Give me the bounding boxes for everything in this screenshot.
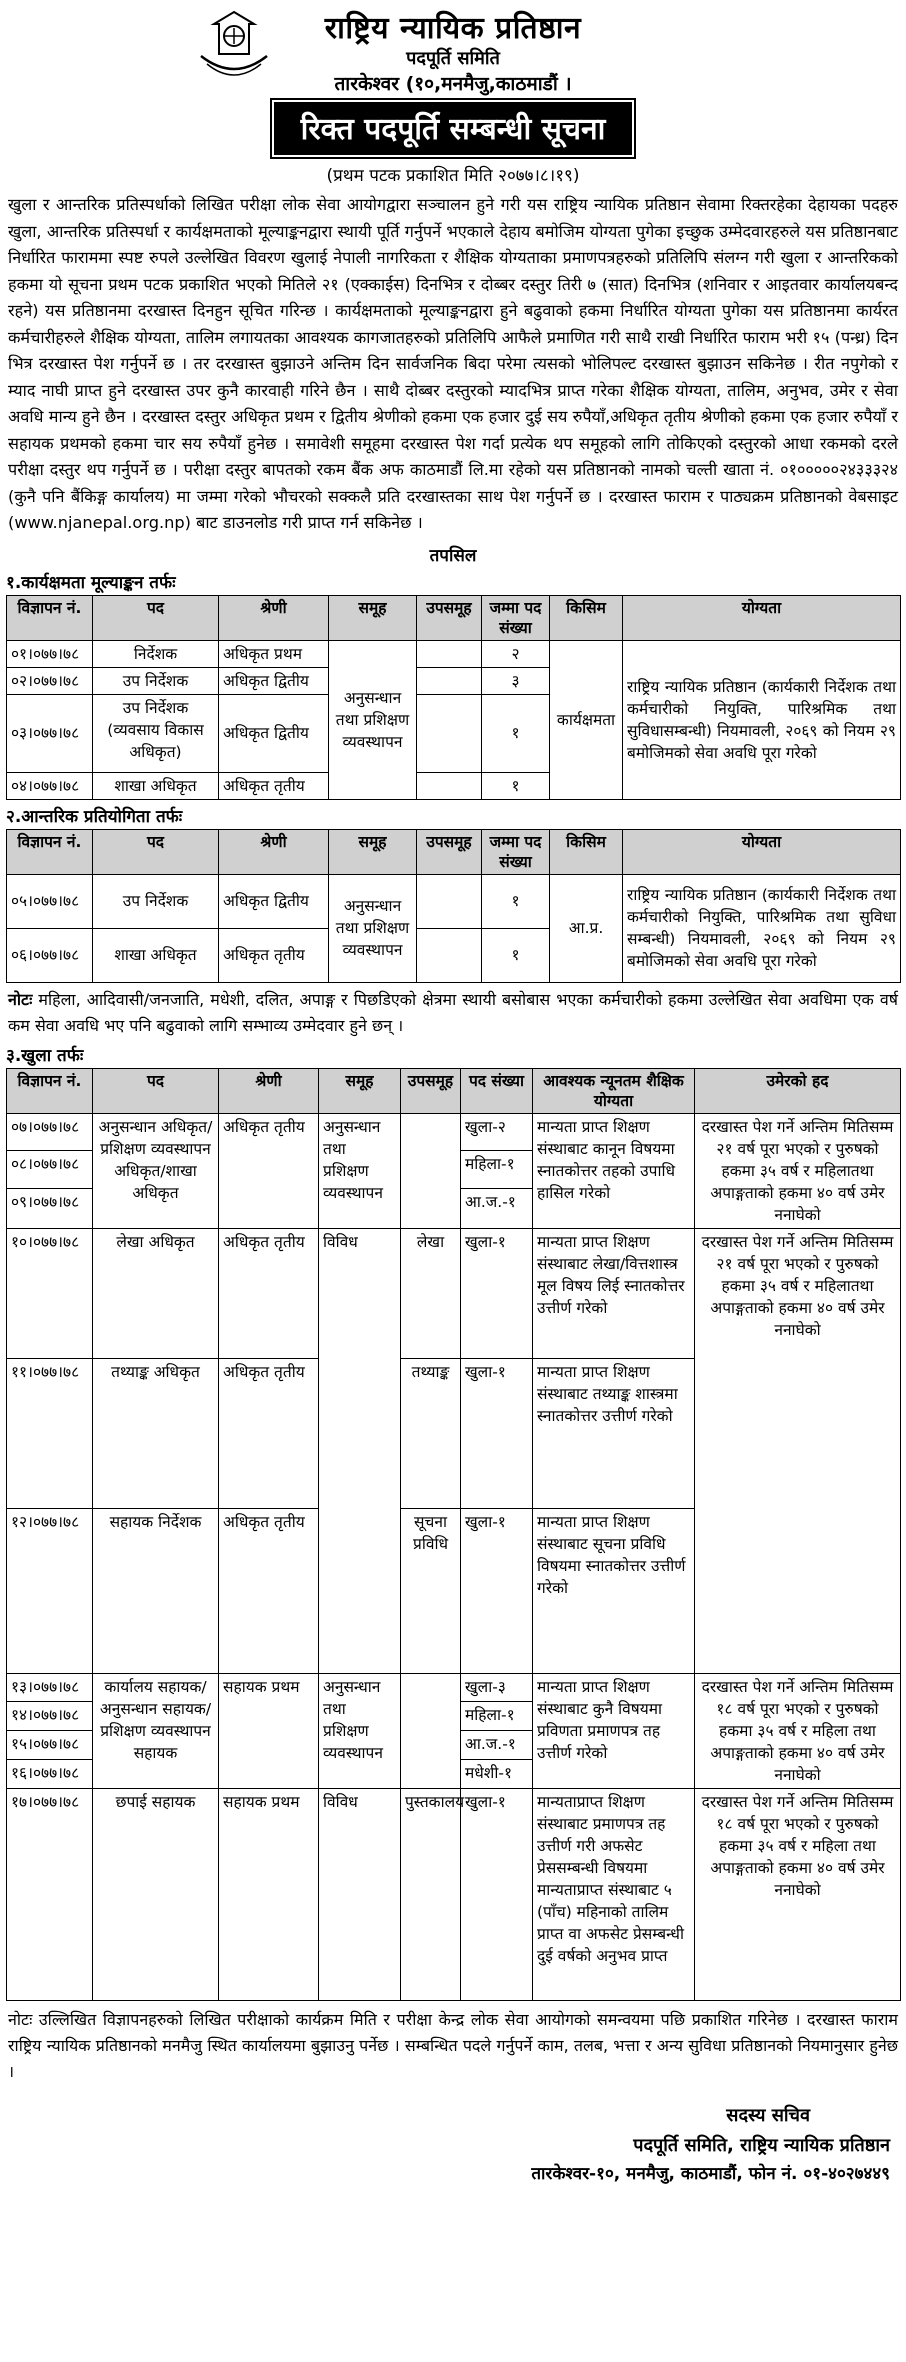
adv-number: ०३।०७७।७८ [7, 694, 93, 772]
note-text: महिला, आदिवासी/जनजाति, मधेशी, दलित, अपाङ्ग र पिछडिएको क्षेत्रमा स्थायी बसोबास भएका कर्मचारीको हकमा उल्लेखित सेवा अवधिमा एक वर्ष कम सेवा अवधि भए पनि बढुवाको लागि सम्भाव्य उम्मेदवार हुने छन् । [8, 989, 898, 1035]
post-count: १ [482, 694, 550, 772]
adv-number: ११।०७७।७८ [7, 1358, 93, 1508]
qualification-text: मान्यता प्राप्त शिक्षण संस्थाबाट कुनै विषयमा प्रविणता प्रमाणपत्र तह उत्तीर्ण गरेको [533, 1673, 695, 1788]
post-count: खुला-२ [461, 1113, 533, 1151]
footer-note: नोटः उल्लिखित विज्ञापनहरुको लिखित परीक्षाको कार्यक्रम मिति र परीक्षा केन्द्र लोक सेवा आयोगको समन्वयमा पछि प्रकाशित गरिनेछ । दरखास्त फाराम राष्ट्रिय न्यायिक प्रतिष्ठानको मनमैजु स्थित कार्यालयमा बुझाउनु पर्नेछ । सम्बन्धित पदले गर्नुपर्ने काम, तलब, भत्ता र अन्य सुविधा प्रतिष्ठानको नियमानुसार हुनेछ । [8, 2009, 898, 2081]
post-name: उप निर्देशक [93, 874, 219, 928]
subgroup-name [417, 928, 482, 982]
class-name: अधिकृत प्रथम [219, 640, 329, 667]
group-name: विविध [319, 1788, 401, 2000]
post-name: शाखा अधिकृत [93, 928, 219, 982]
group-name: अनुसन्धान तथा प्रशिक्षण व्यवस्थापन [329, 640, 417, 799]
adv-number: १६।०७७।७८ [7, 1759, 93, 1788]
intro-paragraph: खुला र आन्तरिक प्रतिस्पर्धाको लिखित परीक्षा लोक सेवा आयोगद्वारा सञ्चालन हुने गरी यस राष्ट्रिय न्यायिक प्रतिष्ठान सेवामा रिक्तरहेका देहायका पदहरु खुला, आन्तरिक प्रतिस्पर्धा र कार्यक्षमताको मूल्याङ्कनद्वारा स्थायी पूर्ति गर्नुपर्ने भएकाले देहाय बमोजिम योग्यता पुगेका इच्छुक उम्मेदवारहरुले यस प्रतिष्ठानबाट निर्धारित फाराममा स्पष्ट रुपले उल्लेखित विवरण खुलाई नेपाली नागरिकता र शैक्षिक योग्यताका प्रमाणपत्रहरुको प्रतिलिपि संलग्न गरी खुला र आन्तरिकको हकमा यो सूचना प्रथम पटक प्रकाशित भएको मितिले २१ (एक्काईस) दिनभित्र र दोब्बर दस्तुर तिरी ७ (सात) दिनभित्र (शनिवार र आइतवार कार्यालयबन्द रहने) यस प्रतिष्ठानमा दरखास्त दिनहुन सूचित गरिन्छ । कार्यक्षमताको मूल्याङ्कनद्वारा हुने बढुवाको हकमा निर्धारित योग्यता पुगेका यस प्रतिष्ठानमा कार्यरत कर्मचारीहरुले शैक्षिक योग्यता, तालिम लगायतका आवश्यक कागजातहरुको प्रतिलिपि आफैले प्रमाणित गरी साथै राखी निर्धारित फाराम भरी १५ (पन्ध्र) दिन भित्र दरखास्त पेश गर्नुपर्ने छ । तर दरखास्त बुझाउने अन्तिम दिन सार्वजनिक बिदा परेमा त्यसको भोलिपल्ट दरखास्त बुझाउन सकिनेछ । रीत नपुगेको र म्याद नाघी प्राप्त हुने दरखास्त उपर कुनै कारवाही गरिने छैन । साथै दोब्बर दस्तुरको म्यादभित्र प्राप्त गरेका शैक्षिक योग्यता, तालिम, अनुभव, उमेर र सेवा अवधि मान्य हुने छैन । दरखास्त दस्तुर अधिकृत प्रथम र द्वितीय श्रेणीको हकमा एक हजार दुई सय रुपैयाँ,अधिकृत तृतीय श्रेणीको हकमा एक हजार रुपैयाँ र सहायक प्रथमको हकमा चार सय रुपैयाँ हुनेछ । समावेशी समूहमा दरखास्त पेश गर्दा प्रत्येक थप समूहको लागि तोकिएको दस्तुरको आधा रकमको दरले परीक्षा दस्तुर थप गर्नुपर्ने छ । परीक्षा दस्तुर बापतको रकम बैंक अफ काठमाडौं लि.मा रहेको यस प्रतिष्ठानको नामको चल्ती खाता नं. ०१०००००२४३३३२४ (कुनै पनि बैंकिङ्ग कार्यालय) मा जम्मा गरेको भौचरको सक्कलै प्रति दरखास्तका साथ पेश गर्नुपर्ने छ । दरखास्त फाराम र पाठ्यक्रम प्रतिष्ठानको वेबसाइट (www.njanepal.org.np) बाट डाउनलोड गरी प्राप्त गर्न सकिनेछ । [8, 195, 898, 532]
qualification-text: मान्यता प्राप्त शिक्षण संस्थाबाट लेखा/वित्तशास्त्र मूल विषय लिई स्नातकोत्तर उत्तीर्ण गरेको [533, 1228, 695, 1358]
table-row [7, 1788, 901, 2000]
subgroup-name [417, 667, 482, 694]
class-name: अधिकृत तृतीय [219, 1113, 319, 1228]
adv-number: ०१।०७७।७८ [7, 640, 93, 667]
adv-number: ०९।०७७।७८ [7, 1188, 93, 1228]
section2-note [8, 987, 898, 1039]
post-count: खुला-३ [461, 1673, 533, 1702]
adv-number: १४।०७७।७८ [7, 1702, 93, 1731]
qualification-text: राष्ट्रिय न्यायिक प्रतिष्ठान (कार्यकारी निर्देशक तथा कर्मचारीको नियुक्ति, पारिश्रमिक तथा सुविधा सम्बन्धी) नियमावली, २०६९ को नियम २९ बमोजिमको सेवा अवधि पूरा गरेको [623, 874, 901, 982]
adv-number: ०४।०७७।७८ [7, 772, 93, 799]
adv-number: १३।०७७।७८ [7, 1673, 93, 1702]
recruit-type: आ.प्र. [550, 874, 623, 982]
table-header-row [7, 595, 901, 640]
col-subgroup: उपसमूह [401, 1068, 461, 1113]
qualification-text: मान्यता प्राप्त शिक्षण संस्थाबाट सूचना प्रविधि विषयमा स्नातकोत्तर उत्तीर्ण गरेको [533, 1508, 695, 1673]
post-name: शाखा अधिकृत [93, 772, 219, 799]
col-subgroup: उपसमूह [417, 595, 482, 640]
class-name: सहायक प्रथम [219, 1673, 319, 1788]
col-adv: विज्ञापन नं. [7, 595, 93, 640]
age-limit-text: दरखास्त पेश गर्ने अन्तिम मितिसम्म १८ वर्ष पूरा भएको र पुरुषको हकमा ३५ वर्ष र महिला तथा अपाङ्गताको हकमा ४० वर्ष उमेर ननाघेको [695, 1788, 901, 2000]
col-adv: विज्ञापन नं. [7, 1068, 93, 1113]
details-heading: तपसिल [429, 545, 477, 566]
qualification-text: मान्यता प्राप्त शिक्षण संस्थाबाट तथ्याङ्क शास्त्रमा स्नातकोत्तर उत्तीर्ण गरेको [533, 1358, 695, 1508]
post-count: खुला-१ [461, 1508, 533, 1673]
org-name: राष्ट्रिय न्यायिक प्रतिष्ठान [324, 11, 582, 46]
col-class: श्रेणी [219, 829, 329, 874]
subgroup-name: लेखा [401, 1228, 461, 1358]
post-count: १ [482, 928, 550, 982]
section1-heading: १.कार्यक्षमता मूल्याङ्कन तर्फः [6, 572, 176, 593]
subgroup-name [417, 694, 482, 772]
contact-info: तारकेश्वर-१०, मनमैजु, काठमाडौं, फोन नं. ०१-४०२७४४९ [531, 2163, 890, 2184]
adv-number: ०८।०७७।७८ [7, 1151, 93, 1189]
table-row [7, 1228, 901, 1358]
class-name: अधिकृत तृतीय [219, 1228, 319, 1358]
col-age-limit: उमेरको हद [695, 1068, 901, 1113]
post-count: आ.ज.-१ [461, 1188, 533, 1228]
post-count: १ [482, 772, 550, 799]
adv-number: १२।०७७।७८ [7, 1508, 93, 1673]
header [6, 0, 900, 100]
col-post: पद [93, 595, 219, 640]
notice-title: रिक्त पदपूर्ति सम्बन्धी सूचना [274, 102, 633, 155]
group-name: विविध [319, 1228, 401, 1673]
signatory-body: पदपूर्ति समिति, राष्ट्रिय न्यायिक प्रतिष्ठान [633, 2134, 890, 2156]
post-count: खुला-१ [461, 1358, 533, 1508]
age-limit-text: दरखास्त पेश गर्ने अन्तिम मितिसम्म २१ वर्ष पूरा भएको र पुरुषको हकमा ३५ वर्ष र महिलातथा अपाङ्गताको हकमा ४० वर्ष उमेर ननाघेको [695, 1113, 901, 1228]
signatory-title: सदस्य सचिव [726, 2104, 810, 2126]
adv-number: १५।०७७।७८ [7, 1731, 93, 1760]
subgroup-name [417, 772, 482, 799]
post-name: उप निर्देशक [93, 667, 219, 694]
qualification-text: मान्यता प्राप्त शिक्षण संस्थाबाट कानून विषयमा स्नातकोत्तर तहको उपाधि हासिल गरेको [533, 1113, 695, 1228]
subgroup-name: सूचना प्रविधि [401, 1508, 461, 1673]
class-name: अधिकृत तृतीय [219, 1508, 319, 1673]
section3-heading: ३.खुला तर्फः [6, 1045, 84, 1066]
col-count: जम्मा पद संख्या [482, 829, 550, 874]
post-name: लेखा अधिकृत [93, 1228, 219, 1358]
recruit-type: कार्यक्षमता [550, 640, 623, 799]
col-qualification: योग्यता [623, 595, 901, 640]
adv-number: ०७।०७७।७८ [7, 1113, 93, 1151]
group-name: अनुसन्धान तथा प्रशिक्षण व्यवस्थापन [329, 874, 417, 982]
qualification-text: राष्ट्रिय न्यायिक प्रतिष्ठान (कार्यकारी निर्देशक तथा कर्मचारीको नियुक्ति, पारिश्रमिक तथा सुविधासम्बन्धी) नियमावली, २०६९ को नियम २९ बमोजिमको सेवा अवधि पूरा गरेको [623, 640, 901, 799]
col-adv: विज्ञापन नं. [7, 829, 93, 874]
first-published-date: (प्रथम पटक प्रकाशित मिति २०७७।८।१९) [326, 166, 580, 186]
post-count: महिला-१ [461, 1702, 533, 1731]
class-name: अधिकृत द्वितीय [219, 694, 329, 772]
class-name: अधिकृत द्वितीय [219, 667, 329, 694]
col-count: पद संख्या [461, 1068, 533, 1113]
col-type: किसिम [550, 595, 623, 640]
col-subgroup: उपसमूह [417, 829, 482, 874]
subgroup-name [417, 874, 482, 928]
post-count: मधेशी-१ [461, 1759, 533, 1788]
age-limit-text: दरखास्त पेश गर्ने अन्तिम मितिसम्म १८ वर्ष पूरा भएको र पुरुषको हकमा ३५ वर्ष र महिला तथा अपाङ्गताको हकमा ४० वर्ष उमेर ननाघेको [695, 1673, 901, 1788]
post-name: उप निर्देशक (व्यवसाय विकास अधिकृत) [93, 694, 219, 772]
col-class: श्रेणी [219, 1068, 319, 1113]
post-name: छपाई सहायक [93, 1788, 219, 2000]
table-row [7, 874, 901, 928]
signature-block [6, 2103, 900, 2184]
post-name: निर्देशक [93, 640, 219, 667]
org-address: तारकेश्वर (१०,मनमैजु,काठमाडौं । [334, 73, 572, 95]
qualification-text: मान्यताप्राप्त शिक्षण संस्थाबाट प्रमाणपत्र तह उत्तीर्ण गरी अफसेट प्रेससम्बन्धी विषयमा मान्यताप्राप्त संस्थाबाट ५ (पाँच) महिनाको तालिम प्राप्त वा अफसेट प्रेसम्बन्धी दुई वर्षको अनुभव प्राप्त [533, 1788, 695, 2000]
subgroup-name [401, 1113, 461, 1228]
table-row [7, 1113, 901, 1151]
group-name: अनुसन्धान तथा प्रशिक्षण व्यवस्थापन [319, 1113, 401, 1228]
col-qualification: आवश्यक न्यूनतम शैक्षिक योग्यता [533, 1068, 695, 1113]
subgroup-name [401, 1673, 461, 1788]
col-type: किसिम [550, 829, 623, 874]
class-name: अधिकृत द्वितीय [219, 874, 329, 928]
adv-number: ०६।०७७।७८ [7, 928, 93, 982]
post-count: महिला-१ [461, 1151, 533, 1189]
col-group: समूह [329, 595, 417, 640]
post-name: तथ्याङ्क अधिकृत [93, 1358, 219, 1508]
adv-number: ०५।०७७।७८ [7, 874, 93, 928]
table-row [7, 640, 901, 667]
section2-heading: २.आन्तरिक प्रतियोगिता तर्फः [6, 806, 183, 827]
adv-number: ०२।०७७।७८ [7, 667, 93, 694]
subgroup-name: तथ्याङ्क [401, 1358, 461, 1508]
section2-table [6, 829, 901, 983]
post-name: अनुसन्धान अधिकृत/प्रशिक्षण व्यवस्थापन अधिकृत/शाखा अधिकृत [93, 1113, 219, 1228]
table-header-row [7, 829, 901, 874]
subgroup-name: पुस्तकालय [401, 1788, 461, 2000]
post-name: कार्यालय सहायक/अनुसन्धान सहायक/प्रशिक्षण व्यवस्थापन सहायक [93, 1673, 219, 1788]
col-class: श्रेणी [219, 595, 329, 640]
col-count: जम्मा पद संख्या [482, 595, 550, 640]
col-post: पद [93, 829, 219, 874]
post-count: २ [482, 640, 550, 667]
age-limit-text: दरखास्त पेश गर्ने अन्तिम मितिसम्म २१ वर्ष पूरा भएको र पुरुषको हकमा ३५ वर्ष र महिलातथा अपाङ्गताको हकमा ४० वर्ष उमेर ननाघेको [695, 1228, 901, 1673]
class-name: अधिकृत तृतीय [219, 1358, 319, 1508]
class-name: अधिकृत तृतीय [219, 928, 329, 982]
post-count: ३ [482, 667, 550, 694]
class-name: सहायक प्रथम [219, 1788, 319, 2000]
col-qualification: योग्यता [623, 829, 901, 874]
post-count: आ.ज.-१ [461, 1731, 533, 1760]
group-name: अनुसन्धान तथा प्रशिक्षण व्यवस्थापन [319, 1673, 401, 1788]
section1-table [6, 595, 901, 800]
post-name: सहायक निर्देशक [93, 1508, 219, 1673]
col-post: पद [93, 1068, 219, 1113]
col-group: समूह [329, 829, 417, 874]
table-row [7, 1673, 901, 1702]
committee-name: पदपूर्ति समिति [406, 48, 500, 69]
subgroup-name [417, 640, 482, 667]
adv-number: १७।०७७।७८ [7, 1788, 93, 2000]
col-group: समूह [319, 1068, 401, 1113]
post-count: खुला-१ [461, 1788, 533, 2000]
post-count: खुला-१ [461, 1228, 533, 1358]
post-count: १ [482, 874, 550, 928]
section3-table [6, 1068, 901, 2001]
table-header-row [7, 1068, 901, 1113]
note-label: नोटः [8, 989, 33, 1009]
class-name: अधिकृत तृतीय [219, 772, 329, 799]
adv-number: १०।०७७।७८ [7, 1228, 93, 1358]
